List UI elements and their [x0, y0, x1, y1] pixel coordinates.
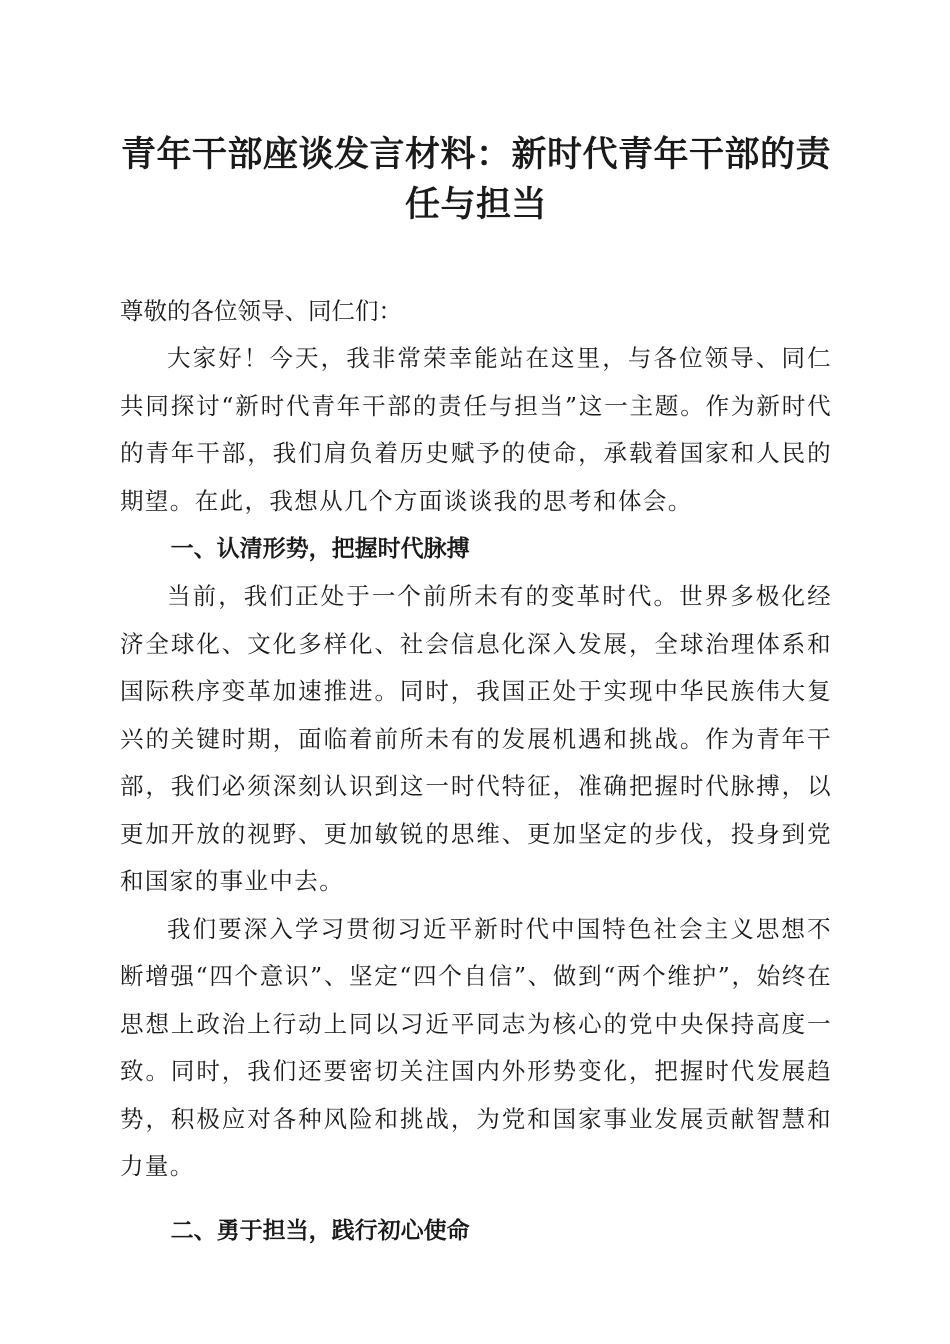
section-1-paragraph-2: 我们要深入学习贯彻习近平新时代中国特色社会主义思想不断增强“四个意识”、坚定“四个自信”、做到“两个维护”，始终在思想上政治上行动上同以习近平同志为核心的党中央保持高度一致。同时，我们还要密切关注国内外形势变化，把握时代发展趋势，积极应对各种风险和挑战，为党和国家事业发展贡献智慧和力量。	[120, 914, 832, 1180]
document-page	[120, 130, 832, 1255]
section-heading-2: 二、勇于担当，践行初心使命	[170, 1217, 470, 1244]
intro-paragraph: 大家好！今天，我非常荣幸能站在这里，与各位领导、同仁共同探讨“新时代青年干部的责任与担当”这一主题。作为新时代的青年干部，我们肩负着历史赋予的使命，承载着国家和人民的期望。在此，我想从几个方面谈谈我的思考和体会。	[120, 344, 832, 515]
salutation: 尊敬的各位领导、同仁们：	[120, 297, 402, 325]
document-title: 青年干部座谈发言材料：新时代青年干部的责任与担当	[120, 134, 831, 225]
section-1-paragraph-1: 当前，我们正处于一个前所未有的变革时代。世界多极化经济全球化、文化多样化、社会信息化深入发展，全球治理体系和国际秩序变革加速推进。同时，我国正处于实现中华民族伟大复兴的关键时期，面临着前所未有的发展机遇和挑战。作为青年干部，我们必须深刻认识到这一时代特征，准确把握时代脉搏，以更加开放的视野、更加敏锐的思维、更加坚定的步伐，投身到党和国家的事业中去。	[120, 582, 832, 895]
section-heading-1: 一、认清形势，把握时代脉搏	[170, 536, 470, 562]
